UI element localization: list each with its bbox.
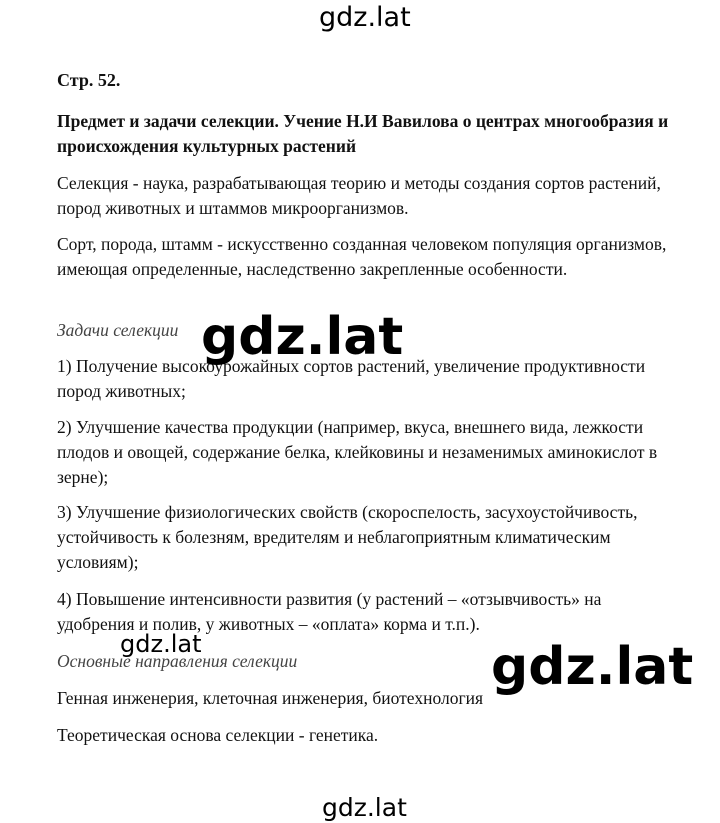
section-heading: Предмет и задачи селекции. Учение Н.И Вавилова о центрах многообразия и происхождения культурных растений	[57, 111, 669, 156]
directions-text: Генная инженерия, клеточная инженерия, биотехнология	[57, 688, 484, 708]
watermark-right: gdz.lat	[491, 637, 694, 697]
watermark-middle: gdz.lat	[201, 307, 404, 367]
page-reference: Стр. 52.	[57, 70, 121, 90]
watermark-small: gdz.lat	[120, 630, 202, 658]
task-item-1: 1) Получение высокоурожайных сортов растений, увеличение продуктивности пород животных;	[57, 356, 646, 401]
watermark-top: gdz.lat	[319, 2, 411, 33]
selection-definition: Селекция - наука, разрабатывающая теорию и методы создания сортов растений, пород животных и штаммов микроорганизмов.	[57, 173, 661, 218]
variety-definition: Сорт, порода, штамм - искусственно созданная человеком популяция организмов, имеющая определенные, наследственно закрепленные особенности.	[57, 234, 667, 279]
task-item-3: 3) Улучшение физиологических свойств (скороспелость, засухоустойчивость, устойчивость к болезням, вредителям и неблагоприятным климатическим условиям);	[57, 502, 638, 572]
directions-subtitle: Основные направления селекции	[57, 651, 298, 671]
tasks-subtitle: Задачи селекции	[57, 320, 179, 340]
task-item-4: 4) Повышение интенсивности развития (у растений – «отзывчивость» на удобрения и полив, у животных – «оплата» корма и т.п.).	[57, 589, 602, 634]
task-item-2: 2) Улучшение качества продукции (например, вкуса, внешнего вида, лежкости плодов и овощей, содержание белка, клейковины и незаменимых аминокислот в зерне);	[57, 417, 658, 487]
watermark-bottom: gdz.lat	[322, 793, 407, 822]
theory-basis-text: Теоретическая основа селекции - генетика.	[57, 725, 379, 745]
